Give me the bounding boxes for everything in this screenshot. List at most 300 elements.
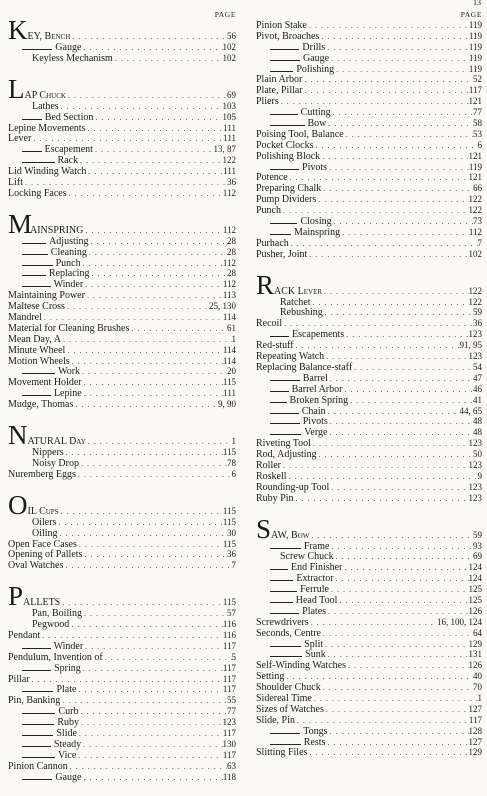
entry-label: Locking Faces — [8, 187, 67, 199]
entry-label: Lift — [8, 177, 23, 189]
leader-dots — [76, 470, 232, 481]
leader-dots — [76, 685, 222, 696]
entry-label: Ruby — [57, 717, 79, 729]
leader-dots — [331, 108, 473, 119]
entry-label: Pinion Cannon — [8, 760, 68, 772]
index-column-right — [256, 10, 482, 758]
repeat-dash — [270, 49, 299, 50]
entry-label: Lepine — [53, 388, 82, 400]
index-entry — [8, 641, 236, 652]
entry-label: Winder — [53, 640, 84, 652]
leader-dots — [316, 195, 468, 206]
entry-page: 77 — [227, 706, 236, 717]
entry-label: ATURAL Day — [27, 436, 86, 448]
entry-page: 48 — [473, 416, 482, 427]
entry-label: Punch — [256, 205, 281, 217]
index-entry — [256, 493, 482, 504]
repeat-dash — [270, 744, 301, 745]
index-entry — [256, 427, 482, 438]
index-entry — [256, 329, 482, 340]
entry-page: 112 — [222, 257, 236, 268]
page-corner-mark: 13 — [473, 0, 481, 7]
entry-label: Plate — [56, 684, 77, 696]
index-entry — [8, 469, 236, 480]
entry-label: Slide — [56, 727, 77, 739]
entry-page: 123 — [468, 459, 482, 470]
index-entry — [256, 42, 482, 53]
entry-label: Bed Section — [44, 111, 94, 123]
leader-dots — [321, 629, 473, 640]
entry-page: 1 — [231, 436, 236, 447]
entry-label: Plate, Pillar — [256, 85, 303, 97]
index-entry — [256, 162, 482, 173]
entry-page: 125 — [468, 594, 482, 605]
index-entry — [8, 101, 236, 112]
leader-dots — [81, 740, 222, 751]
index-entry — [8, 619, 236, 630]
entry-page: 130 — [222, 738, 236, 749]
leader-dots — [82, 550, 227, 561]
entry-page: 53 — [473, 128, 482, 139]
entry-page: 128 — [468, 725, 482, 736]
leader-dots — [312, 694, 478, 705]
leader-dots — [64, 448, 223, 459]
entry-label: Nuremberg Eggs — [8, 468, 76, 480]
leader-dots — [344, 330, 468, 341]
drop-capital: O — [8, 489, 28, 520]
entry-page: 6 — [231, 468, 236, 479]
leader-dots — [307, 748, 468, 759]
entry-label: Slide, Pin — [256, 714, 295, 726]
leader-dots — [325, 43, 469, 54]
entry-page: 123 — [468, 438, 482, 449]
entry-label: Setting — [256, 671, 285, 683]
entry-page: 9, 90 — [218, 399, 236, 410]
leader-dots — [77, 729, 223, 740]
leader-dots — [79, 718, 223, 729]
leader-dots — [348, 396, 473, 407]
index-entry — [8, 517, 236, 528]
index-entry — [8, 258, 236, 269]
index-entry — [256, 194, 482, 205]
index-entry — [8, 53, 236, 64]
index-entry — [256, 74, 482, 85]
index-entry — [8, 399, 236, 410]
leader-dots — [334, 552, 473, 563]
entry-page: 28 — [227, 268, 236, 279]
index-entry — [8, 750, 236, 761]
leader-dots — [317, 450, 473, 461]
index-entry — [256, 660, 482, 671]
index-entry — [8, 366, 236, 377]
leader-dots — [309, 618, 437, 629]
index-entry — [8, 155, 236, 166]
entry-label: Cutting — [300, 107, 331, 119]
entry-label: Work — [58, 366, 81, 378]
entry-page: 118 — [222, 771, 236, 782]
entry-page: 117 — [222, 684, 236, 695]
index-entry — [256, 318, 482, 329]
entry-page: 59 — [473, 529, 482, 540]
index-entry — [256, 31, 482, 42]
repeat-dash — [22, 243, 46, 244]
leader-dots — [323, 640, 468, 651]
index-entry — [8, 323, 236, 334]
entry-page: 119 — [468, 63, 482, 74]
entry-label: Sunk — [305, 649, 326, 661]
index-entry — [256, 129, 482, 140]
entry-page: 126 — [468, 605, 482, 616]
entry-page: 111 — [223, 122, 236, 133]
entry-label: Rebushing — [280, 307, 323, 319]
leader-dots — [321, 683, 473, 694]
repeat-dash — [270, 733, 300, 734]
entry-page: 119 — [468, 30, 482, 41]
leader-dots — [81, 773, 222, 784]
entry-label: Escapements — [292, 329, 345, 341]
entry-label: ALLETS — [23, 597, 61, 609]
repeat-dash — [270, 569, 288, 570]
entry-page: 102 — [222, 52, 236, 63]
section-gap — [8, 64, 236, 79]
entry-page: 36 — [473, 318, 482, 329]
index-entry — [8, 334, 236, 345]
entry-label: Mainspring — [294, 226, 341, 238]
leader-dots — [342, 563, 468, 574]
index-entry — [256, 715, 482, 726]
leader-dots — [344, 130, 473, 141]
index-entry — [8, 674, 236, 685]
entry-label: Recoil — [256, 318, 283, 330]
index-entry — [8, 166, 236, 177]
entry-page: 63 — [227, 760, 236, 771]
repeat-dash — [270, 548, 301, 549]
repeat-dash — [270, 434, 301, 435]
leader-dots — [342, 385, 473, 396]
leader-dots — [89, 237, 227, 248]
section-gap — [8, 571, 236, 586]
repeat-dash — [270, 591, 297, 592]
leader-dots — [81, 259, 223, 270]
entry-page: 117 — [222, 727, 236, 738]
entry-label: Keyless Mechanism — [32, 52, 113, 64]
entry-label: Rod, Adjusting — [256, 449, 317, 461]
index-entry — [8, 608, 236, 619]
entry-page: 58 — [473, 118, 482, 129]
entry-page: 121 — [468, 150, 482, 161]
entry-label: Mudge, Thomas — [8, 399, 74, 411]
entry-page: 117 — [222, 749, 236, 760]
leader-dots — [326, 650, 469, 661]
repeat-dash — [22, 746, 51, 747]
entry-label: Self-Winding Watches — [256, 660, 346, 672]
leader-dots — [81, 664, 223, 675]
index-entry — [8, 247, 236, 258]
repeat-dash — [22, 691, 53, 692]
leader-dots — [326, 119, 473, 130]
index-entry — [256, 151, 482, 162]
entry-label: Purhach — [256, 237, 289, 249]
leader-dots — [329, 542, 473, 553]
index-entry — [256, 351, 482, 362]
leader-dots — [302, 75, 473, 86]
entry-label: Vice — [58, 749, 77, 761]
index-entry — [256, 449, 482, 460]
leader-dots — [346, 661, 469, 672]
entry-label: Ratchet — [280, 296, 311, 308]
entry-page: 36 — [227, 549, 236, 560]
entry-label: Closing — [300, 216, 332, 228]
index-column-left — [8, 10, 236, 782]
leader-dots — [329, 585, 469, 596]
index-entry — [256, 118, 482, 129]
entry-page: 111 — [223, 133, 236, 144]
section-gap — [8, 480, 236, 495]
leader-dots — [85, 124, 223, 135]
entry-page: 1 — [477, 692, 482, 703]
repeat-dash — [22, 254, 48, 255]
entry-page: 129 — [468, 747, 482, 758]
entry-page: 115 — [222, 516, 236, 527]
entry-label: Gauge — [55, 42, 82, 53]
index-entry — [256, 362, 482, 373]
leader-dots — [70, 357, 223, 368]
entry-page: 28 — [227, 246, 236, 257]
entry-label: Lid Winding Watch — [8, 166, 87, 178]
entry-page: 127 — [468, 703, 482, 714]
entry-page: 117 — [468, 714, 482, 725]
repeat-dash — [270, 602, 293, 603]
repeat-dash — [270, 114, 298, 115]
entry-label: Polishing — [296, 63, 335, 75]
entry-label: Red-stuff — [256, 340, 294, 352]
leader-dots — [68, 762, 227, 773]
section-gap — [8, 410, 236, 425]
entry-label: Open Face Cases — [8, 538, 77, 550]
entry-label: Maintaining Power — [8, 290, 85, 302]
index-entry — [256, 384, 482, 395]
leader-dots — [83, 642, 223, 653]
entry-page: 119 — [468, 41, 482, 52]
entry-label: Slitting Files — [256, 747, 308, 759]
entry-label: Pivots — [302, 161, 328, 173]
entry-page: 112 — [222, 187, 236, 198]
leader-dots — [332, 217, 473, 228]
drop-capital: M — [8, 208, 33, 239]
leader-dots — [352, 363, 473, 374]
entry-page: 123 — [468, 492, 482, 503]
entry-label: Pump Dividers — [256, 194, 317, 206]
entry-page: 59 — [473, 307, 482, 318]
index-entry — [256, 471, 482, 482]
leader-dots — [61, 335, 232, 346]
repeat-dash — [22, 757, 55, 758]
entry-label: Spring — [54, 662, 81, 674]
entry-page: 112 — [222, 279, 236, 290]
index-entry — [8, 728, 236, 739]
entry-page: 112 — [468, 226, 482, 237]
entry-label: Seconds, Centre — [256, 627, 321, 639]
index-entry — [256, 205, 482, 216]
leader-dots — [79, 459, 227, 470]
entry-label: Oval Watches — [8, 560, 64, 572]
index-entry — [256, 649, 482, 660]
entry-page: 123 — [222, 717, 236, 728]
index-entry — [256, 249, 482, 260]
index-entry — [8, 133, 236, 144]
entry-label: Drills — [302, 41, 326, 53]
entry-page: 52 — [473, 74, 482, 85]
repeat-dash — [270, 234, 291, 235]
entry-label: Preparing Chalk — [256, 183, 322, 195]
entry-page: 13, 87 — [213, 144, 236, 155]
repeat-dash — [22, 373, 55, 374]
entry-page: 50 — [473, 449, 482, 460]
entry-label: AP Chuck — [24, 89, 66, 101]
entry-label: Escapement — [44, 144, 93, 156]
index-entry — [256, 340, 482, 351]
entry-label: Sizes of Watches — [256, 703, 324, 715]
index-entry — [8, 684, 236, 695]
repeat-dash — [22, 265, 53, 266]
entry-page: 124 — [468, 562, 482, 573]
section-gap — [8, 199, 236, 214]
index-entry — [8, 706, 236, 717]
leader-dots — [340, 228, 469, 239]
entry-page: 119 — [468, 161, 482, 172]
index-entry — [256, 20, 482, 31]
entry-page: 131 — [468, 649, 482, 660]
entry-page: 9 — [477, 470, 482, 481]
entry-page: 102 — [222, 42, 236, 52]
entry-page: 64 — [473, 627, 482, 638]
index-entry — [256, 172, 482, 183]
leader-dots — [83, 280, 223, 291]
entry-label: Punch — [55, 257, 81, 269]
leader-dots — [113, 54, 223, 65]
index-entry — [256, 227, 482, 238]
repeat-dash — [22, 151, 42, 152]
leader-dots — [129, 324, 227, 335]
repeat-dash — [270, 646, 301, 647]
entry-page: 5 — [231, 651, 236, 662]
index-entry — [256, 96, 482, 107]
entry-label: Barrel — [302, 372, 328, 384]
index-entry — [8, 528, 236, 539]
leader-dots — [80, 367, 227, 378]
entry-label: Mandrel — [8, 312, 42, 324]
entry-label: Tongs — [303, 725, 328, 737]
entry-page: 56 — [227, 31, 236, 41]
drop-capital: N — [8, 420, 28, 451]
entry-label: Gauge — [303, 52, 330, 64]
entry-label: Pegwood — [32, 619, 70, 631]
entry-page: 127 — [468, 736, 482, 747]
entry-label: Repeating Watch — [256, 351, 325, 363]
section-gap — [256, 260, 482, 275]
entry-label: Pendant — [8, 629, 41, 641]
entry-label: Shoulder Chuck — [256, 682, 321, 694]
leader-dots — [93, 113, 222, 124]
leader-dots — [307, 21, 469, 32]
repeat-dash — [270, 380, 300, 381]
entry-page: 114 — [222, 312, 236, 323]
drop-capital: L — [8, 73, 25, 104]
entry-page: 44, 65 — [459, 405, 482, 416]
repeat-dash — [270, 169, 299, 170]
entry-label: Riveting Tool — [256, 438, 311, 450]
entry-label: Adjusting — [49, 235, 89, 247]
index-entry — [8, 279, 236, 290]
leader-dots — [337, 596, 468, 607]
entry-page: 36 — [227, 177, 236, 188]
index-entry — [256, 395, 482, 406]
index-entry — [8, 695, 236, 706]
entry-label: Gauge — [55, 771, 82, 783]
index-entry — [8, 739, 236, 750]
repeat-dash — [22, 670, 51, 671]
entry-page: 122 — [468, 285, 482, 296]
entry-page: 1 — [231, 333, 236, 344]
leader-dots — [60, 696, 227, 707]
repeat-dash — [22, 735, 53, 736]
drop-capital: P — [8, 581, 24, 612]
entry-page: 103 — [222, 100, 236, 111]
repeat-dash — [22, 713, 55, 714]
entry-label: Poising Tool, Balance — [256, 128, 344, 140]
index-entry — [256, 747, 482, 758]
entry-page: 122 — [468, 194, 482, 205]
entry-page: 116 — [222, 629, 236, 640]
entry-label: Noisy Drop — [32, 457, 79, 469]
entry-label: Oiling — [32, 527, 58, 539]
entry-page: 123 — [468, 329, 482, 340]
entry-page: 126 — [468, 660, 482, 671]
section-heading — [8, 208, 236, 239]
index-entry — [256, 373, 482, 384]
entry-label: Pusher, Joint — [256, 248, 308, 260]
entry-page: 54 — [473, 361, 482, 372]
entry-label: Chain — [301, 405, 326, 417]
entry-page: 69 — [473, 551, 482, 562]
leader-dots — [325, 738, 468, 749]
entry-page: 116 — [222, 619, 236, 630]
index-entry — [256, 482, 482, 493]
entry-label: Pivot, Broaches — [256, 30, 320, 42]
leader-dots — [89, 269, 227, 280]
index-entry — [8, 539, 236, 550]
entry-label: Lepine Movements — [8, 122, 86, 134]
index-entry — [256, 406, 482, 417]
entry-label: Cleaning — [50, 246, 87, 258]
entry-label: Roller — [256, 459, 281, 471]
leader-dots — [311, 439, 469, 450]
entry-page: 93 — [473, 540, 482, 551]
index-entry — [8, 177, 236, 188]
entry-page: 48 — [473, 427, 482, 438]
index-entry — [8, 630, 236, 641]
drop-capital: K — [8, 15, 28, 45]
entry-label: Pocket Clocks — [256, 139, 314, 151]
entry-label: Rack — [57, 155, 79, 167]
entry-label: Motion Wheels — [8, 355, 70, 367]
entry-page: 129 — [468, 638, 482, 649]
leader-dots — [93, 145, 214, 156]
entry-label: Movement Holder — [8, 377, 82, 389]
entry-label: Ruby Pin — [256, 492, 294, 504]
leader-dots — [328, 727, 469, 738]
index-entry — [256, 107, 482, 118]
